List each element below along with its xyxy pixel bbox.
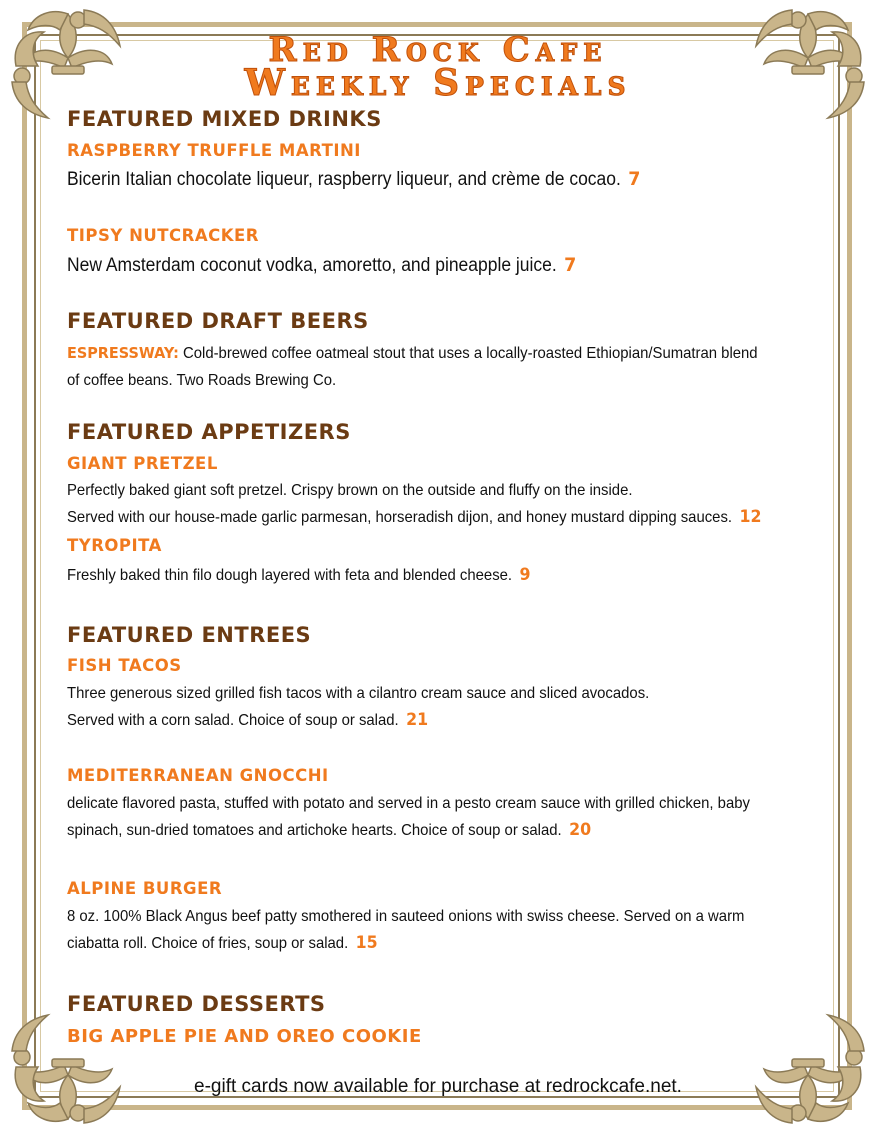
item-description: ESPRESSWAY: Cold-brewed coffee oatmeal stout that uses a locally-roasted Ethiopian/Sumatran blend (67, 344, 758, 362)
item-description: Three generous sized grilled fish tacos with a cilantro cream sauce and sliced avocados. (67, 685, 650, 702)
item-description: 8 oz. 100% Black Angus beef patty smothered in sauteed onions with swiss cheese. Served on a warm (67, 908, 745, 925)
item-price: 9 (519, 565, 531, 585)
item-name: MEDITERRANEAN GNOCCHI (67, 766, 329, 785)
footer-gift-card-note: e-gift cards now available for purchase at redrockcafe.net. (194, 1076, 682, 1097)
item-name: ALPINE BURGER (67, 879, 223, 898)
section-heading-mixed-drinks: FEATURED MIXED DRINKS (67, 107, 382, 131)
item-description: delicate flavored pasta, stuffed with potato and served in a pesto cream sauce with grilled chicken, baby (67, 795, 750, 812)
item-price: 15 (355, 933, 378, 953)
item-description: spinach, sun-dried tomatoes and artichoke hearts. Choice of soup or salad. 20 (67, 820, 592, 840)
section-heading-entrees: FEATURED ENTREES (67, 623, 312, 647)
item-name: TIPSY NUTCRACKER (67, 226, 259, 245)
weekly-specials-title: Weekly Specials (244, 62, 632, 104)
item-description: of coffee beans. Two Roads Brewing Co. (67, 372, 337, 389)
section-heading-draft-beers: FEATURED DRAFT BEERS (67, 309, 369, 333)
item-name: BIG APPLE PIE AND OREO COOKIE (67, 1026, 422, 1047)
item-name: GIANT PRETZEL (67, 454, 218, 473)
item-description: Perfectly baked giant soft pretzel. Crispy brown on the outside and fluffy on the inside. (67, 482, 633, 499)
cafe-name-title: Red Rock Cafe (268, 30, 608, 70)
item-description: Bicerin Italian chocolate liqueur, raspberry liqueur, and crème de cocao. 7 (67, 168, 641, 190)
item-description: Freshly baked thin filo dough layered with feta and blended cheese. 9 (67, 565, 531, 585)
item-description: ciabatta roll. Choice of fries, soup or salad. 15 (67, 933, 378, 953)
item-description: New Amsterdam coconut vodka, amoretto, and pineapple juice. 7 (67, 254, 577, 276)
item-description: Served with our house-made garlic parmesan, horseradish dijon, and honey mustard dipping sauces. 12 (67, 507, 762, 527)
item-name: TYROPITA (67, 536, 162, 555)
section-heading-appetizers: FEATURED APPETIZERS (67, 420, 351, 444)
item-price: 20 (569, 820, 592, 840)
section-heading-desserts: FEATURED DESSERTS (67, 992, 326, 1016)
fleur-de-lis-corner-icon (750, 1009, 868, 1127)
item-price: 21 (406, 710, 429, 730)
item-price: 12 (739, 507, 762, 527)
item-description: Served with a corn salad. Choice of soup or salad. 21 (67, 710, 429, 730)
item-name: RASPBERRY TRUFFLE MARTINI (67, 141, 361, 160)
item-price: 7 (628, 168, 641, 190)
item-name: ESPRESSWAY: (67, 344, 179, 362)
item-name: FISH TACOS (67, 656, 182, 675)
item-price: 7 (564, 254, 577, 276)
